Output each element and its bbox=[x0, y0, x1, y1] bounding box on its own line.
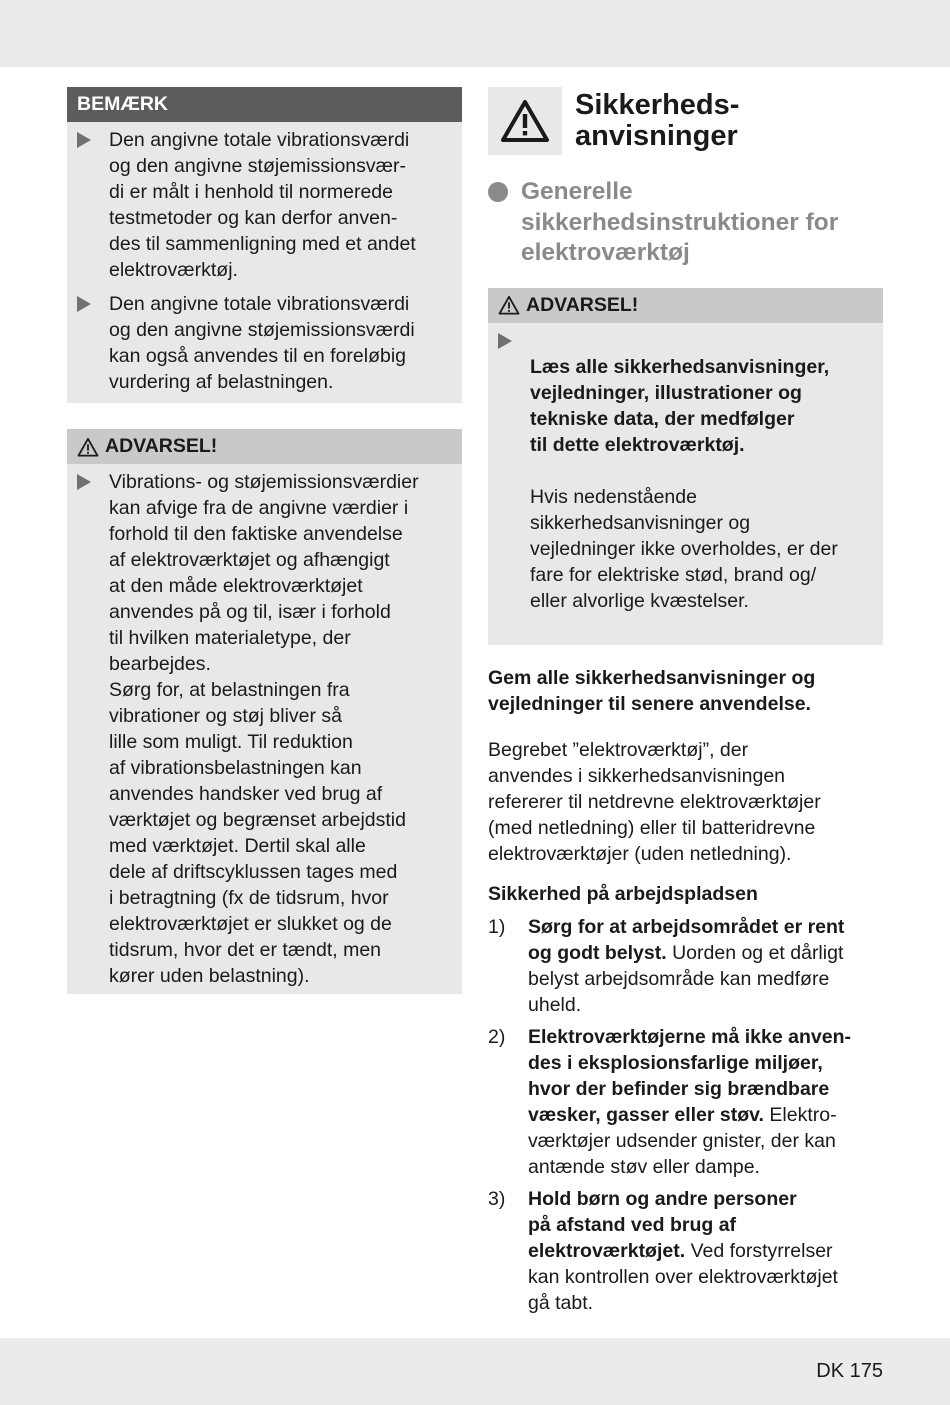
item-text bbox=[528, 1024, 851, 1180]
workplace-item bbox=[488, 914, 883, 1018]
right-column bbox=[488, 87, 883, 1316]
warning-box-right-header bbox=[488, 288, 883, 323]
arrow-bullet-icon bbox=[77, 132, 91, 148]
sub-heading bbox=[488, 177, 883, 269]
warning-right-item bbox=[488, 328, 883, 640]
item-number: 1) bbox=[488, 915, 506, 938]
top-band bbox=[0, 0, 950, 67]
warning-right-label: ADVARSEL! bbox=[526, 293, 639, 316]
item-bold-text: Hold børn og andre personer på afstand ved brug af elektroværktøjet. bbox=[528, 1187, 797, 1262]
item-number: 3) bbox=[488, 1187, 506, 1210]
item-normal-text: Uorden og et dårligt belyst arbejdsområde kan medføre uheld. bbox=[528, 941, 844, 1016]
title-icon-box bbox=[488, 87, 562, 155]
warning-triangle-icon bbox=[500, 99, 550, 143]
warning-box-left-header bbox=[67, 429, 462, 464]
section-title: Sikkerheds- anvisninger bbox=[575, 89, 740, 152]
note-item bbox=[67, 291, 462, 395]
warning-left-item bbox=[67, 469, 462, 989]
workplace-item bbox=[488, 1024, 883, 1180]
item-normal-text: Elektro- værktøjer udsender gnister, der kan antænde støv eller dampe. bbox=[528, 1103, 837, 1178]
note-box-header: BEMÆRK bbox=[67, 87, 462, 122]
section-title-row bbox=[488, 87, 883, 155]
item-text bbox=[528, 914, 844, 1018]
item-number: 2) bbox=[488, 1025, 506, 1048]
warning-right-bold-text: Læs alle sikkerhedsanvisninger, vejledninger, illustrationer og tekniske data, der medfølger til dette elektroværktøj. bbox=[530, 355, 830, 456]
sub-heading-text: Generelle sikkerhedsinstruktioner for elektroværktøj bbox=[521, 178, 839, 266]
warning-box-right bbox=[488, 288, 883, 645]
workplace-item bbox=[488, 1186, 883, 1316]
warning-triangle-icon bbox=[77, 437, 99, 457]
warning-left-text: Vibrations- og støjemissionsværdier kan afvige fra de angivne værdier i forhold til den faktiske anvendelse af elektroværktøjet og afhængigt at den måde elektroværktøjet anvendes på og til, især i forhold til hvilken materialetype, der bearbejdes. Sørg for, at belastningen fra vibrationer og støj bliver så lille som muligt. Til reduktion af vibrationsbelastningen kan anvendes handsker ved brug af værktøjet og begrænset arbejdstid med værktøjet. Dertil skal alle dele af driftscyklussen tages med i betragtning (fx de tidsrum, hvor elektroværktøjet er slukket og de tidsrum, hvor det er tændt, men kører uden belastning). bbox=[109, 471, 419, 987]
warning-right-content bbox=[530, 328, 838, 640]
definition-paragraph: Begrebet ”elektroværktøj”, der anvendes i sikkerhedsanvisningen refererer til netdrevne elektroværktøjer (med netledning) eller til batteridrevne elektroværktøjer (uden netledning). bbox=[488, 738, 821, 865]
item-normal-text: Ved forstyrrelser kan kontrollen over elektroværktøjet gå tabt. bbox=[528, 1239, 838, 1314]
arrow-bullet-icon bbox=[77, 474, 91, 490]
bottom-band bbox=[0, 1338, 950, 1405]
circle-bullet-icon bbox=[488, 182, 508, 202]
arrow-bullet-icon bbox=[77, 296, 91, 312]
note-item-text: Den angivne totale vibrationsværdi og den angivne støjemissionsværdi kan også anvendes til en foreløbig vurdering af belastningen. bbox=[109, 293, 415, 393]
note-item bbox=[67, 127, 462, 283]
page-number: DK 175 bbox=[816, 1360, 883, 1382]
save-instructions: Gem alle sikkerhedsanvisninger og vejledninger til senere anvendelse. bbox=[488, 666, 816, 715]
note-box bbox=[67, 87, 462, 403]
left-column bbox=[67, 87, 462, 994]
warning-left-label: ADVARSEL! bbox=[105, 435, 218, 457]
arrow-bullet-icon bbox=[498, 333, 512, 349]
item-bold-text: Elektroværktøjerne må ikke anven- des i eksplosionsfarlige miljøer, hvor der befinder sig brændbare væsker, gasser eller støv. bbox=[528, 1025, 851, 1126]
item-bold-text: Sørg for at arbejdsområdet er rent og godt belyst. bbox=[528, 915, 845, 964]
note-item-text: Den angivne totale vibrationsværdi og den angivne støjemissionsvær- di er målt i henhold til normerede testmetoder og kan derfor anven- des til sammenligning med et andet elektroværktøj. bbox=[109, 129, 416, 281]
warning-box-left bbox=[67, 429, 462, 994]
warning-right-text: Hvis nedenstående sikkerhedsanvisninger og vejledninger ikke overholdes, er der fare for elektriske stød, brand og/ eller alvorlige kvæstelser. bbox=[530, 485, 838, 612]
item-text bbox=[528, 1186, 838, 1316]
workplace-heading: Sikkerhed på arbejdspladsen bbox=[488, 882, 758, 905]
warning-triangle-icon bbox=[498, 295, 520, 315]
